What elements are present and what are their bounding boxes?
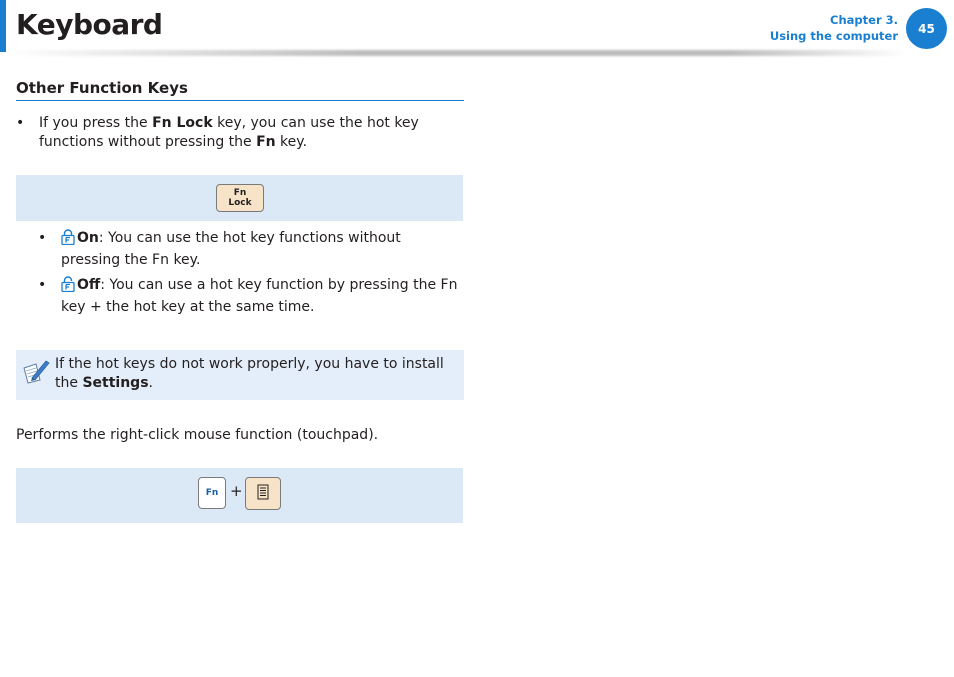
header-accent-bar — [0, 0, 6, 52]
rightclick-key-box — [16, 468, 463, 523]
menu-key-icon — [257, 484, 269, 504]
intro-bold-fnlock: Fn Lock — [152, 115, 213, 131]
fn-lock-key — [216, 184, 264, 212]
fn-lock-key-line1: Fn — [233, 188, 247, 198]
chapter-number: Chapter 3. — [830, 13, 898, 27]
note-pencil-icon — [22, 358, 50, 388]
intro-bold-fn: Fn — [256, 134, 276, 150]
page-number-badge: 45 — [906, 8, 947, 49]
chapter-label — [770, 12, 898, 44]
state-on-item — [61, 229, 461, 270]
intro-text-2: key, you can use the hot key functions without pressing the — [39, 115, 419, 150]
state-off-bullet: • — [38, 277, 47, 293]
note-settings-bold: Settings — [82, 375, 149, 391]
fn-lock-on-icon — [61, 229, 75, 251]
note-text — [55, 355, 455, 393]
note-text-1: If the hot keys do not work properly, you have to install the — [55, 356, 444, 391]
intro-text-3: key. — [275, 134, 308, 150]
fn-lock-off-icon — [61, 276, 75, 298]
fn-key: Fn — [198, 477, 226, 509]
intro-paragraph — [39, 114, 464, 152]
rightclick-description: Performs the right-click mouse function (touchpad). — [16, 427, 379, 443]
note-box — [16, 350, 464, 400]
note-text-2: . — [148, 375, 153, 391]
state-off-item — [61, 276, 461, 317]
state-on-text: : You can use the hot key functions without pressing the Fn key. — [61, 230, 401, 268]
state-on-bullet: • — [38, 230, 47, 246]
intro-text-1: If you press the — [39, 115, 153, 131]
header-rule — [6, 50, 906, 56]
state-off-text: : You can use a hot key function by pressing the Fn key + the hot key at the same time. — [61, 277, 458, 315]
section-heading: Other Function Keys — [16, 79, 464, 101]
fn-lock-key-line2: Lock — [228, 198, 252, 208]
intro-bullet: • — [16, 115, 25, 131]
menu-key — [245, 477, 281, 510]
page-title: Keyboard — [16, 8, 163, 41]
state-on-label: On — [77, 230, 99, 246]
chapter-title: Using the computer — [769, 29, 898, 43]
plus-sign: + — [230, 482, 243, 500]
state-off-label: Off — [77, 277, 101, 293]
fnlock-key-box — [16, 175, 463, 221]
